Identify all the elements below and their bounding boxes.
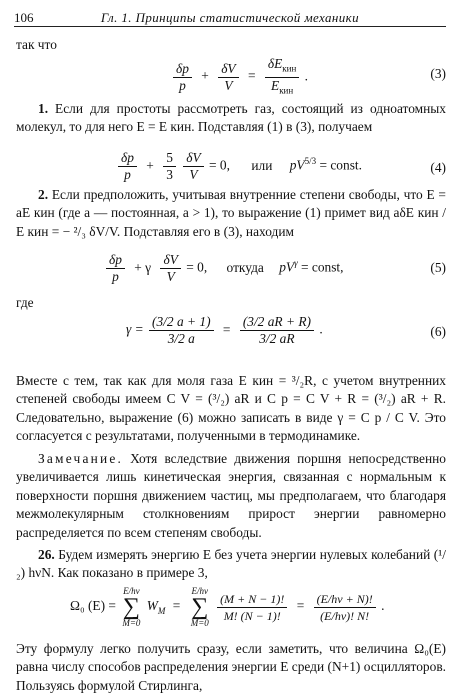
paragraph-note	[16, 450, 446, 542]
paragraph-2-text: Если предположить, учитывая внутренние степени свободы, что E = aE кин (где a — постоянная, a > 1), то выражение (1) примет вид aδE кин / E кин = − ²/₃ δV/V. Подставляя его в (3), находим	[16, 187, 446, 239]
equation-3	[16, 56, 446, 96]
eq3-num3: δE	[267, 56, 283, 71]
eq7-wm: W	[146, 598, 158, 614]
eq3-num1: δp	[173, 61, 192, 78]
eq4-den1: p	[124, 167, 131, 182]
eq4-pv: pV	[289, 157, 305, 173]
eq7-wm-sub: M	[157, 605, 166, 616]
note-text: Хотя вследствие движения поршня непосредственно увеличивается лишь кинетическая энергия, связанная с нормальным к поверхности поршня движением частиц, мы предполагаем, что благодаря межмолекулярным столкновениям прирост энергии равномерно распределяется по всем степеням свободы.	[16, 451, 446, 540]
equation-5	[16, 252, 446, 292]
eq3-den2: V	[224, 77, 233, 93]
paragraph-intro: так что	[16, 37, 57, 52]
paragraph-2-number: 2.	[38, 187, 49, 202]
equation-omega	[16, 586, 446, 636]
eq3-num3-sub: кин	[282, 63, 297, 74]
eq5-den2: V	[166, 269, 175, 284]
eq7-equals: =	[172, 598, 181, 614]
eq6-den1: 3/2 a	[167, 331, 195, 346]
eq5-plus-gamma: + γ	[134, 259, 152, 275]
eq7-num2: (E/hν + N)!	[314, 591, 376, 608]
eq6-number: (6)	[430, 324, 446, 339]
eq7-sum2-bottom: M=0	[190, 618, 209, 628]
sum-sign-icon: ∑	[122, 594, 140, 620]
running-header	[14, 10, 446, 27]
eq3-den3: E	[271, 77, 280, 93]
paragraph-26-text: Будем измерять энергию E без учета энергии нулевых колебаний (¹/₂) hνN. Как показано в примере 3,	[16, 547, 446, 581]
equation-6	[16, 310, 446, 366]
eq3-den1: p	[179, 77, 186, 93]
eq5-rest: = 0,	[186, 259, 208, 275]
eq7-equals-2: =	[296, 598, 305, 614]
eq7-sum2-top: E/hν	[191, 586, 208, 596]
sum-sign-icon: ∑	[191, 594, 209, 620]
eq3-num2: δV	[218, 61, 238, 78]
eq5-const: = const,	[300, 259, 344, 275]
eq4-num2: 5	[163, 150, 176, 167]
eq5-num2: δV	[160, 252, 180, 269]
eq3-number: (3)	[430, 66, 446, 81]
paragraph-26-number: 26.	[38, 547, 55, 562]
eq4-const: = const.	[319, 157, 362, 173]
paragraph-3: Вместе с тем, так как для моля газа E кин = ³/₂R, с учетом внутренних степеней свободы имеем C V = (³/₂) aR и C p = C V + R = (³/₂) aR + R. Следовательно, выражение (6) можно записать в виде γ = C p / C V. Это согласуется с результатами, полученными в термодинамике.	[16, 373, 446, 444]
eq6-tail: .	[319, 321, 323, 337]
eq6-num1: (3/2 a + 1)	[149, 314, 214, 331]
eq3-tail: .	[304, 68, 309, 84]
eq5-number: (5)	[430, 260, 446, 275]
paragraph-26	[16, 546, 446, 583]
eq7-lhs: Ω₀ (E) =	[70, 598, 116, 614]
eq7-num1: (M + N − 1)!	[217, 591, 287, 608]
eq7-den2: (E/hν)! N!	[320, 608, 370, 623]
paragraph-where: где	[16, 295, 34, 310]
eq5-power: γ	[294, 258, 298, 269]
eq4-plus: +	[146, 157, 154, 173]
eq5-pv: pV	[279, 259, 295, 275]
running-title: Гл. 1. Принципы статистической механики	[100, 10, 360, 25]
eq7-sum1-bottom: M=0	[122, 618, 141, 628]
eq4-num1: δp	[118, 150, 137, 167]
eq7-den1: M! (N − 1)!	[223, 608, 281, 623]
paragraph-2	[16, 186, 446, 241]
paragraph-last: Эту формулу легко получить сразу, если заметить, что величина Ω₀(E) равна числу способов распределения энергии E среди (N+1) осцилляторов. Пользуясь формулой Стирлинга,	[16, 641, 446, 693]
eq4-number: (4)	[430, 160, 446, 175]
eq5-num1: δp	[106, 252, 125, 269]
eq7-sum1-top: E/hν	[123, 586, 140, 596]
eq6-den2: 3/2 aR	[259, 331, 295, 346]
eq5-then: откуда	[226, 259, 264, 275]
eq4-or: или	[251, 157, 273, 173]
eq3-plus: +	[201, 68, 209, 84]
eq4-num3: δV	[183, 150, 203, 167]
page-number: 106	[14, 10, 34, 25]
equation-4	[16, 150, 446, 190]
eq7-tail: .	[381, 598, 385, 614]
eq4-den3: V	[189, 167, 198, 182]
eq3-den3-sub: кин	[279, 85, 294, 96]
eq3-equals: =	[247, 68, 256, 84]
paragraph-1-number: 1.	[38, 101, 49, 116]
paragraph-1-text: Если для простоты рассмотреть газ, состоящий из одноатомных молекул, то для него E = E кин. Подставляя (1) в (3), получаем	[16, 101, 446, 135]
eq6-num2: (3/2 aR + R)	[240, 314, 314, 331]
eq4-power: 5/3	[304, 156, 317, 167]
paragraph-1	[16, 100, 446, 137]
eq4-den2: 3	[166, 167, 173, 182]
eq4-rest: = 0,	[209, 157, 230, 173]
eq5-den1: p	[112, 269, 119, 284]
eq6-equals: =	[222, 321, 231, 337]
note-label: Замечание.	[38, 451, 124, 466]
eq6-gamma: γ =	[126, 321, 144, 337]
